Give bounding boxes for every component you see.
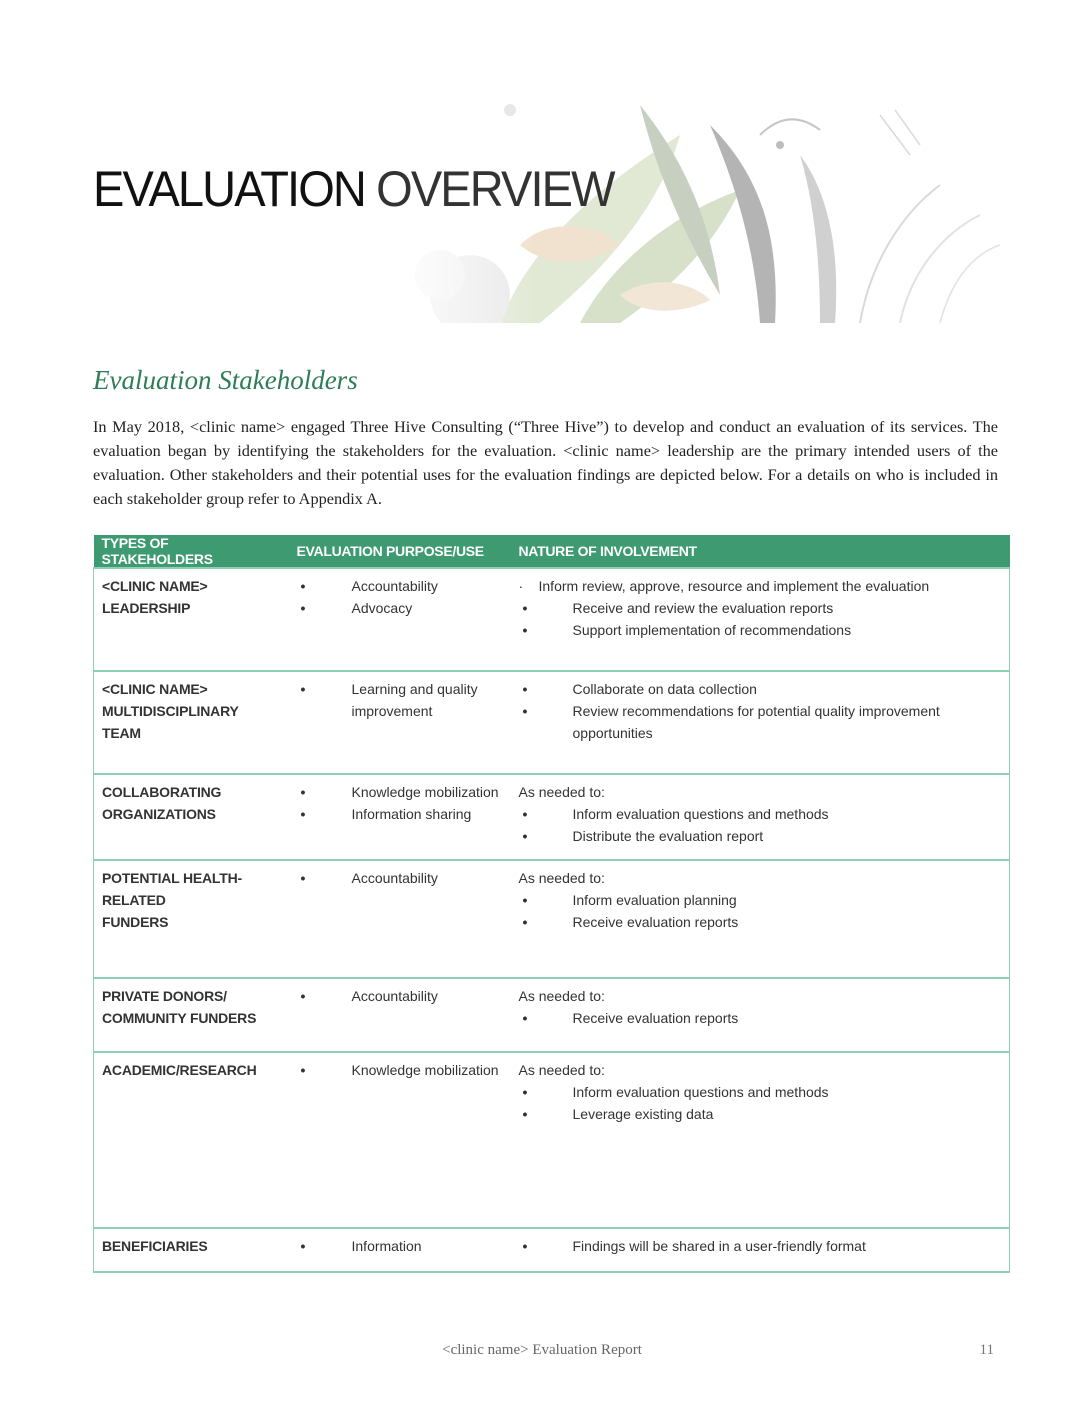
page-title-part2: OVERVIEW: [376, 161, 614, 217]
list-item: • Inform evaluation questions and methods: [522, 806, 829, 822]
involvement-intro: As needed to:: [518, 1062, 605, 1078]
purpose-cell: [289, 774, 511, 860]
purpose-cell: [289, 1228, 511, 1272]
list-item: • Information: [300, 1238, 422, 1254]
involvement-cell: [511, 1228, 1010, 1272]
list-item: • Learning and quality improvement: [300, 681, 478, 719]
table-row: [94, 1052, 1010, 1228]
stakeholder-name: BENEFICIARIES: [102, 1238, 208, 1254]
list-item: • Receive evaluation reports: [522, 1010, 739, 1026]
list-item: • Information sharing: [300, 806, 472, 822]
purpose-cell: [289, 860, 511, 978]
table-row: [94, 1228, 1010, 1272]
intro-paragraph: In May 2018, <clinic name> engaged Three Hive Consulting (“Three Hive”) to develop and conduct an evaluation of its services. The evaluation began by identifying the stakeholders for the evaluation. <clinic name> leadership are the primary intended users of the evaluation. Other stakeholders and their potential uses for the evaluation findings are depicted below. For a details on who is included in each stakeholder group refer to Appendix A.: [93, 417, 998, 508]
stakeholder-cell: [94, 860, 289, 978]
column-header-purpose: EVALUATION PURPOSE/USE: [289, 535, 511, 568]
footer-title: <clinic name> Evaluation Report: [442, 1342, 642, 1358]
list-item: • Accountability: [300, 578, 438, 594]
page-title: [93, 160, 614, 218]
involvement-intro: As needed to:: [518, 784, 605, 800]
list-item: • Receive and review the evaluation reports: [522, 600, 834, 616]
column-header-involvement: NATURE OF INVOLVEMENT: [511, 535, 1010, 568]
list-item: • Knowledge mobilization: [300, 1062, 499, 1078]
stakeholder-name: <CLINIC NAME> LEADERSHIP: [102, 578, 208, 616]
table-row: [94, 860, 1010, 978]
purpose-cell: [289, 978, 511, 1052]
table-header-row: [94, 535, 1010, 568]
list-item: • Inform evaluation planning: [522, 892, 737, 908]
involvement-cell: [511, 671, 1010, 774]
involvement-intro: As needed to:: [518, 870, 605, 886]
list-item: • Findings will be shared in a user-friendly format: [522, 1238, 866, 1254]
section-heading: Evaluation Stakeholders: [93, 365, 358, 395]
stakeholder-name: POTENTIAL HEALTH-RELATED FUNDERS: [102, 870, 242, 930]
list-item: • Distribute the evaluation report: [522, 828, 764, 844]
list-item: • Inform evaluation questions and methods: [522, 1084, 829, 1100]
list-item: • Review recommendations for potential quality improvement opportunities: [522, 703, 940, 741]
list-item: • Support implementation of recommendations: [522, 622, 852, 638]
table-row: [94, 568, 1010, 671]
stakeholder-cell: [94, 1228, 289, 1272]
page-number: 11: [979, 1342, 994, 1358]
page-title-part1: EVALUATION: [93, 161, 365, 217]
table-row: [94, 978, 1010, 1052]
involvement-cell: [511, 860, 1010, 978]
stakeholder-table: [93, 535, 1010, 1273]
list-item: • Receive evaluation reports: [522, 914, 739, 930]
column-header-stakeholders: TYPES OF STAKEHOLDERS: [94, 535, 289, 568]
purpose-cell: [289, 1052, 511, 1228]
list-item: • Knowledge mobilization: [300, 784, 499, 800]
stakeholder-cell: [94, 568, 289, 671]
stakeholder-name: PRIVATE DONORS/ COMMUNITY FUNDERS: [102, 988, 257, 1026]
stakeholder-cell: [94, 978, 289, 1052]
list-item: • Leverage existing data: [522, 1106, 714, 1122]
involvement-cell: [511, 1052, 1010, 1228]
list-item: • Accountability: [300, 988, 438, 1004]
table-row: [94, 774, 1010, 860]
involvement-cell: [511, 774, 1010, 860]
involvement-lead: · Inform review, approve, resource and implement the evaluation: [518, 578, 930, 594]
stakeholder-cell: [94, 1052, 289, 1228]
stakeholder-name: <CLINIC NAME> MULTIDISCIPLINARY TEAM: [102, 681, 239, 741]
involvement-cell: [511, 568, 1010, 671]
list-item: • Collaborate on data collection: [522, 681, 757, 697]
stakeholder-name: COLLABORATING ORGANIZATIONS: [102, 784, 222, 822]
purpose-cell: [289, 671, 511, 774]
stakeholder-cell: [94, 774, 289, 860]
involvement-intro: As needed to:: [518, 988, 605, 1004]
stakeholder-cell: [94, 671, 289, 774]
purpose-cell: [289, 568, 511, 671]
table-row: [94, 671, 1010, 774]
list-item: • Accountability: [300, 870, 438, 886]
stakeholder-name: ACADEMIC/RESEARCH: [102, 1062, 257, 1078]
involvement-cell: [511, 978, 1010, 1052]
list-item: • Advocacy: [300, 600, 413, 616]
